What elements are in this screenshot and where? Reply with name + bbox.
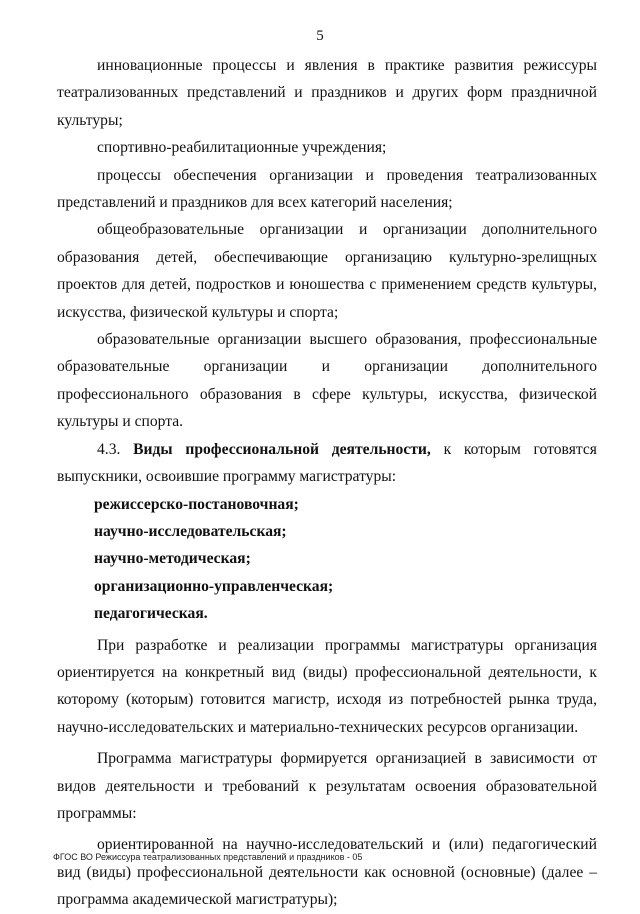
paragraph-innovative-processes: инновационные процессы и явления в практике развития режиссуры театрализованных представлений и праздников и других форм праздничной культуры; bbox=[57, 57, 597, 129]
paragraph-activity-types-heading bbox=[57, 436, 597, 491]
section-number: 4.3. bbox=[97, 440, 121, 458]
paragraph-program-development: При разработке и реализации программы магистратуры организация ориентируется на конкретный вид (виды) профессиональной деятельности, к которому (которым) готовится магистр, исходя из потребностей рынка труда, научно-исследовательских и материально-технических ресурсов организации. bbox=[57, 636, 597, 736]
section-heading-rest: к которым готовятся выпускники, освоившие программу магистратуры: bbox=[57, 440, 597, 486]
activity-type-item: организационно-управленческая; bbox=[94, 577, 334, 595]
activity-type-item: научно-исследовательская; bbox=[94, 522, 287, 540]
section-heading-bold: Виды профессиональной деятельности, bbox=[133, 440, 431, 458]
page-body bbox=[57, 52, 597, 914]
paragraph-academic-master: ориентированной на научно-исследовательский и (или) педагогический вид (виды) профессиональной деятельности как основной (основные) (далее – программа академической магистратуры); bbox=[57, 836, 597, 909]
paragraph-higher-education: образовательные организации высшего образования, профессиональные образовательные организации и организации дополнительного профессионального образования в сфере культуры, искусства, физической культуры и спорта. bbox=[57, 331, 597, 431]
paragraph-sport-rehab: спортивно-реабилитационные учреждения; bbox=[97, 139, 387, 157]
paragraph-provision-processes: процессы обеспечения организации и проведения театрализованных представлений и праздников для всех категорий населения; bbox=[57, 166, 597, 212]
page-footer: ФГОС ВО Режиссура театрализованных представлений и праздников - 05 bbox=[53, 852, 363, 862]
paragraph-general-education: общеобразовательные организации и организации дополнительного образования детей, обеспечивающие организацию культурно-зрелищных проектов для детей, подростков и юношества с применением средств культуры, искусства, физической культуры и спорта; bbox=[57, 221, 597, 321]
page-number: 5 bbox=[316, 28, 324, 44]
activity-type-item: научно-методическая; bbox=[94, 550, 251, 568]
activity-type-item: режиссерско-постановочная; bbox=[94, 495, 299, 513]
activity-type-item: педагогическая. bbox=[94, 605, 208, 623]
paragraph-program-formation: Программа магистратуры формируется организацией в зависимости от видов деятельности и требований к результатам освоения образовательной программы: bbox=[57, 750, 597, 822]
activity-types-list bbox=[57, 491, 597, 628]
